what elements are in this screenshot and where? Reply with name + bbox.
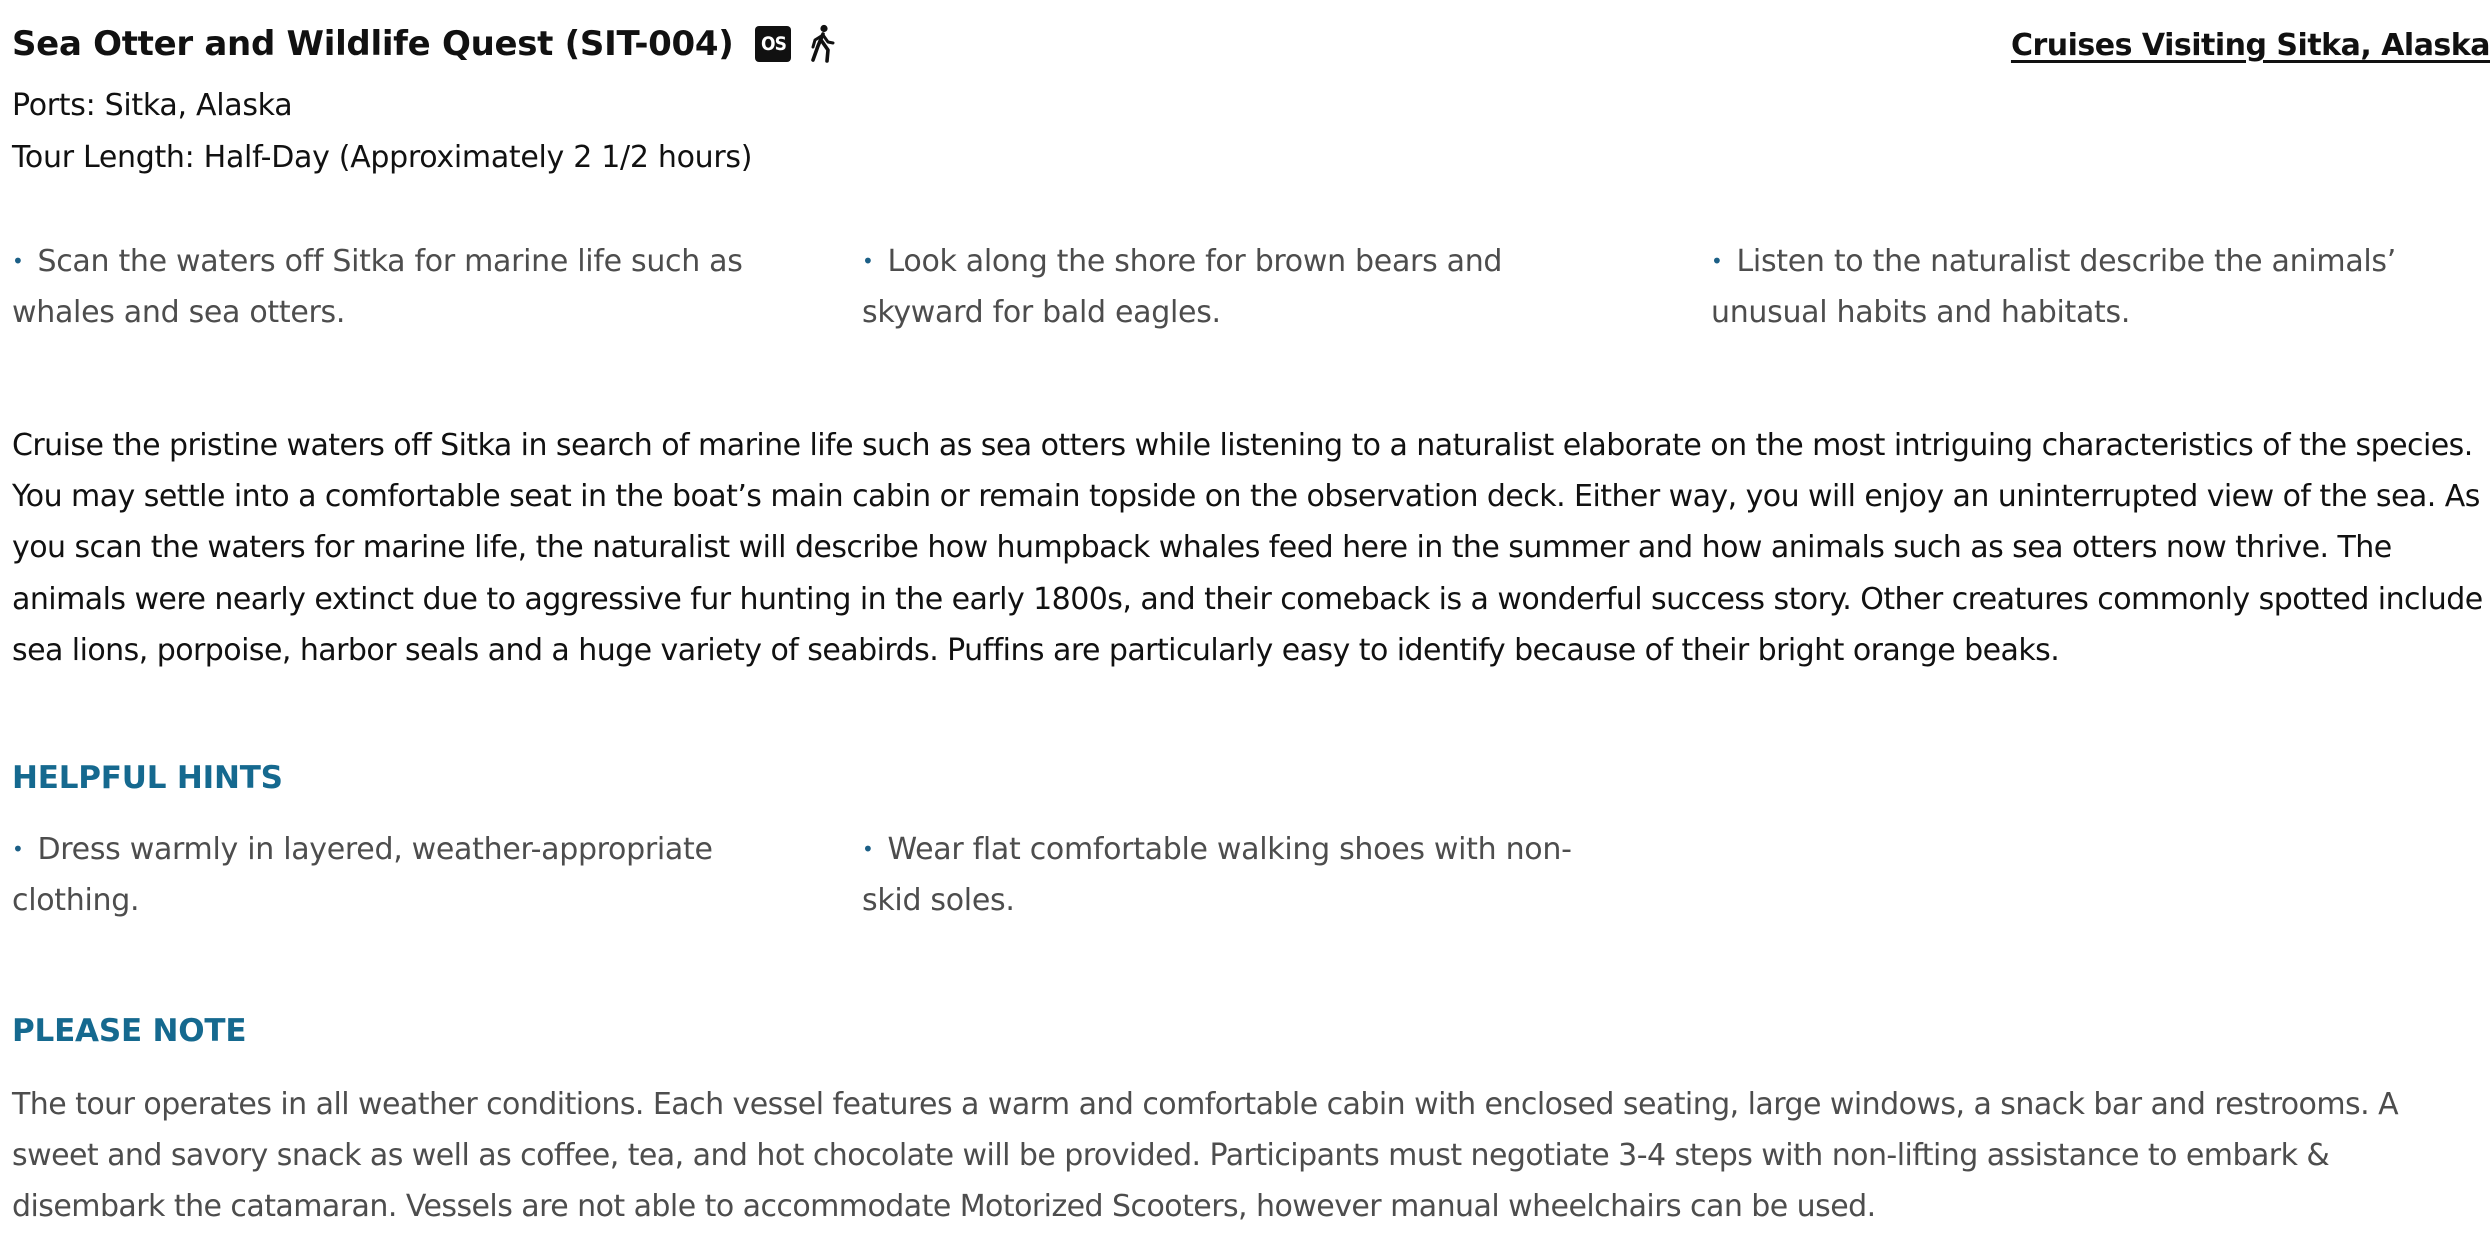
helpful-hints-heading: HELPFUL HINTS: [12, 760, 283, 796]
bullet-icon: •: [1711, 249, 1723, 273]
hint-text: Dress warmly in layered, weather-appropriate clothing.: [12, 832, 713, 918]
highlight-item: [1711, 236, 2490, 338]
highlight-text: Listen to the naturalist describe the animals’ unusual habits and habitats.: [1711, 244, 2397, 330]
tour-length-info: Tour Length: Half-Day (Approximately 2 1/2 hours): [12, 140, 753, 175]
hint-item: [862, 824, 1622, 926]
tour-description: Cruise the pristine waters off Sitka in search of marine life such as sea otters while listening to a naturalist elaborate on the most intriguing characteristics of the species. You may settle into a comfortable seat in the boat’s main cabin or remain topside on the observation deck. Either way, you will enjoy an uninterrupted view of the sea. As you scan the waters for marine life, the naturalist will describe how humpback whales feed here in the summer and how animals such as sea otters now thrive. The animals were nearly extinct due to aggressive fur hunting in the early 1800s, and their comeback is a wonderful success story. Other creatures commonly spotted include sea lions, porpoise, harbor seals and a huge variety of seabirds. Puffins are particularly easy to identify because of their bright orange beaks.: [12, 428, 2483, 668]
please-note-text: The tour operates in all weather conditions. Each vessel features a warm and comfortable cabin with enclosed seating, large windows, a snack bar and restrooms. A sweet and savory snack as well as coffee, tea, and hot chocolate will be provided. Participants must negotiate 3-4 steps with non-lifting assistance to embark & disembark the catamaran. Vessels are not able to accommodate Motorized Scooters, however manual wheelchairs can be used.: [12, 1087, 2399, 1225]
bullet-icon: •: [12, 249, 24, 273]
cruises-visiting-link[interactable]: Cruises Visiting Sitka, Alaska: [2010, 28, 2490, 63]
tour-title: Sea Otter and Wildlife Quest (SIT-004): [12, 24, 734, 64]
highlight-text: Look along the shore for brown bears and skyward for bald eagles.: [862, 244, 1503, 330]
hint-item: [12, 824, 772, 926]
bullet-icon: •: [12, 837, 24, 861]
hint-text: Wear flat comfortable walking shoes with non-skid soles.: [862, 832, 1572, 918]
title-row: [12, 16, 841, 72]
bullet-icon: •: [862, 249, 874, 273]
bullet-icon: •: [862, 837, 874, 861]
os-badge-icon: OS: [755, 26, 791, 62]
please-note-heading: PLEASE NOTE: [12, 1013, 247, 1049]
ports-info: Ports: Sitka, Alaska: [12, 88, 293, 123]
highlight-item: [862, 236, 1622, 338]
highlight-text: Scan the waters off Sitka for marine life such as whales and sea otters.: [12, 244, 743, 330]
walking-person-icon: [807, 23, 841, 65]
highlight-item: [12, 236, 772, 338]
